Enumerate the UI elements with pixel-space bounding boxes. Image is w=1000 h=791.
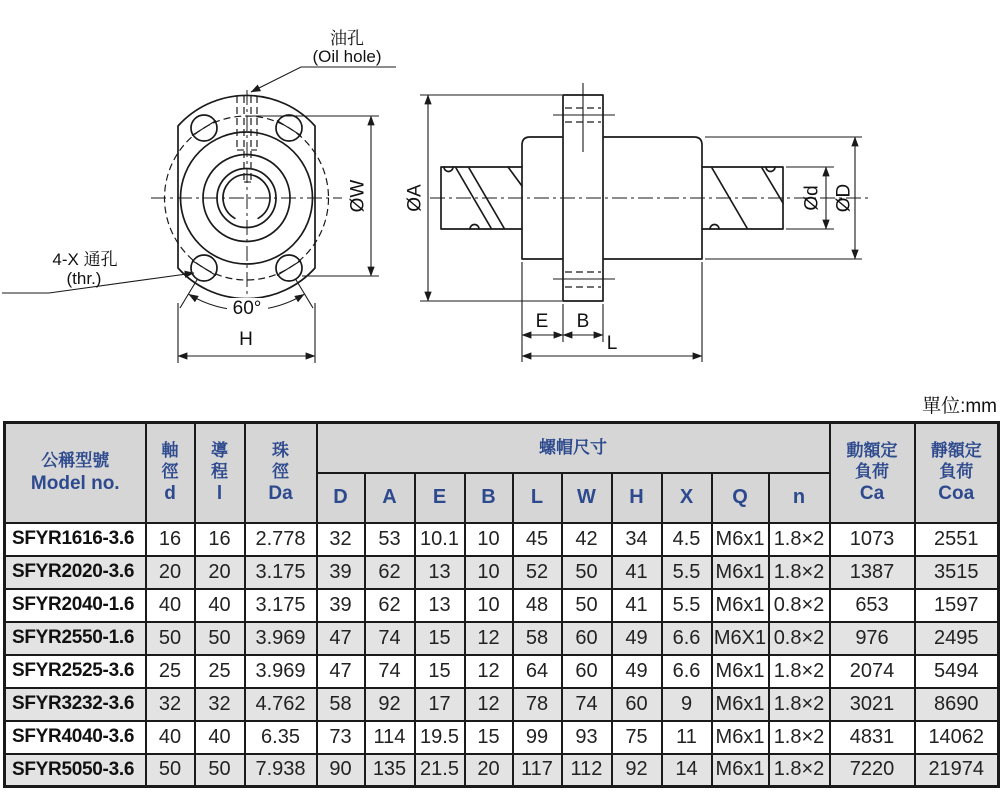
- dim-label-a: ØA: [404, 184, 426, 212]
- value-cell: 10: [465, 556, 513, 589]
- value-cell: 1.8×2: [769, 655, 830, 688]
- value-cell: 976: [830, 622, 915, 655]
- value-cell: 2495: [915, 622, 999, 655]
- value-cell: 50: [195, 754, 245, 787]
- value-cell: 1387: [830, 556, 915, 589]
- value-cell: 3.175: [245, 556, 317, 589]
- angle-label: 60°: [232, 298, 262, 319]
- model-cell: SFYR5050-3.6: [5, 754, 146, 787]
- value-cell: 49: [612, 622, 662, 655]
- value-cell: 73: [317, 721, 365, 754]
- side-view: [405, 83, 868, 362]
- value-cell: 1073: [830, 523, 915, 556]
- value-cell: M6x1: [712, 688, 769, 721]
- value-cell: 74: [365, 622, 415, 655]
- value-cell: M6x1: [712, 721, 769, 754]
- value-cell: 8690: [915, 688, 999, 721]
- value-cell: M6x1: [712, 556, 769, 589]
- value-cell: 653: [830, 589, 915, 622]
- value-cell: 62: [365, 556, 415, 589]
- value-cell: 2.778: [245, 523, 317, 556]
- table-row: [5, 688, 999, 721]
- col-header-E: E: [415, 473, 465, 523]
- value-cell: 10: [465, 523, 513, 556]
- value-cell: 90: [317, 754, 365, 787]
- value-cell: 92: [612, 754, 662, 787]
- value-cell: 5494: [915, 655, 999, 688]
- col-header-D: D: [317, 473, 365, 523]
- value-cell: 78: [513, 688, 562, 721]
- col-header-shaft-dia: 軸 徑 d: [146, 423, 195, 523]
- value-cell: 4.762: [245, 688, 317, 721]
- value-cell: 93: [562, 721, 612, 754]
- col-header-n: n: [769, 473, 830, 523]
- value-cell: 0.8×2: [769, 589, 830, 622]
- col-header-A: A: [365, 473, 415, 523]
- value-cell: 13: [415, 556, 465, 589]
- value-cell: 75: [612, 721, 662, 754]
- value-cell: 64: [513, 655, 562, 688]
- col-header-model: 公稱型號 Model no.: [5, 423, 146, 523]
- value-cell: 52: [513, 556, 562, 589]
- value-cell: 5.5: [662, 556, 712, 589]
- value-cell: 13: [415, 589, 465, 622]
- value-cell: 32: [146, 688, 195, 721]
- value-cell: 4.5: [662, 523, 712, 556]
- dim-label-d-small: Ød: [801, 185, 823, 211]
- col-header-nut-dimensions: 螺帽尺寸: [317, 423, 830, 473]
- value-cell: 42: [562, 523, 612, 556]
- value-cell: 48: [513, 589, 562, 622]
- value-cell: 11: [662, 721, 712, 754]
- value-cell: 49: [612, 655, 662, 688]
- oil-hole-label-zh: 油孔: [330, 29, 364, 48]
- table-row: [5, 721, 999, 754]
- value-cell: 4831: [830, 721, 915, 754]
- value-cell: M6x1: [712, 523, 769, 556]
- front-view: [2, 29, 396, 363]
- value-cell: 3.969: [245, 622, 317, 655]
- value-cell: 9: [662, 688, 712, 721]
- dim-label-d-big: ØD: [833, 183, 855, 213]
- value-cell: 1597: [915, 589, 999, 622]
- value-cell: 7220: [830, 754, 915, 787]
- dim-label-l: L: [606, 333, 618, 354]
- value-cell: 17: [415, 688, 465, 721]
- value-cell: 2074: [830, 655, 915, 688]
- value-cell: 40: [146, 721, 195, 754]
- value-cell: 0.8×2: [769, 622, 830, 655]
- value-cell: 16: [146, 523, 195, 556]
- value-cell: 1.8×2: [769, 721, 830, 754]
- value-cell: 2551: [915, 523, 999, 556]
- value-cell: 40: [195, 589, 245, 622]
- value-cell: 25: [195, 655, 245, 688]
- oil-hole-label-en: (Oil hole): [312, 47, 382, 66]
- value-cell: 3.175: [245, 589, 317, 622]
- dim-label-e: E: [535, 311, 549, 332]
- table-row: [5, 754, 999, 787]
- value-cell: M6x1: [712, 655, 769, 688]
- model-cell: SFYR2550-1.6: [5, 622, 146, 655]
- value-cell: 12: [465, 655, 513, 688]
- value-cell: M6x1: [712, 754, 769, 787]
- value-cell: 1.8×2: [769, 523, 830, 556]
- col-header-dynamic-load: 動額定 負荷 Ca: [830, 423, 915, 523]
- oil-hole-callout: [251, 29, 396, 92]
- value-cell: 1.8×2: [769, 556, 830, 589]
- value-cell: 1.8×2: [769, 688, 830, 721]
- value-cell: 74: [365, 655, 415, 688]
- table-row: [5, 622, 999, 655]
- value-cell: 112: [562, 754, 612, 787]
- value-cell: 47: [317, 655, 365, 688]
- value-cell: 50: [195, 622, 245, 655]
- value-cell: 135: [365, 754, 415, 787]
- value-cell: 47: [317, 622, 365, 655]
- value-cell: 41: [612, 589, 662, 622]
- value-cell: 19.5: [415, 721, 465, 754]
- dim-label-h: H: [239, 329, 253, 350]
- value-cell: 99: [513, 721, 562, 754]
- through-hole-callout: [2, 250, 194, 293]
- value-cell: 58: [513, 622, 562, 655]
- value-cell: 39: [317, 589, 365, 622]
- col-header-W: W: [562, 473, 612, 523]
- through-hole-label-zh: 4-X 通孔: [52, 250, 118, 269]
- value-cell: 92: [365, 688, 415, 721]
- value-cell: 50: [562, 556, 612, 589]
- model-cell: SFYR1616-3.6: [5, 523, 146, 556]
- value-cell: 60: [562, 622, 612, 655]
- value-cell: 20: [195, 556, 245, 589]
- value-cell: 39: [317, 556, 365, 589]
- value-cell: 60: [612, 688, 662, 721]
- value-cell: 3.969: [245, 655, 317, 688]
- model-cell: SFYR4040-3.6: [5, 721, 146, 754]
- value-cell: 16: [195, 523, 245, 556]
- value-cell: 20: [146, 556, 195, 589]
- value-cell: M6X1: [712, 622, 769, 655]
- col-header-ball-dia: 珠 徑 Da: [245, 423, 317, 523]
- col-header-B: B: [465, 473, 513, 523]
- value-cell: 45: [513, 523, 562, 556]
- value-cell: 41: [612, 556, 662, 589]
- value-cell: 32: [317, 523, 365, 556]
- value-cell: 62: [365, 589, 415, 622]
- value-cell: 6.6: [662, 622, 712, 655]
- table-row: [5, 655, 999, 688]
- value-cell: 21974: [915, 754, 999, 787]
- value-cell: M6x1: [712, 589, 769, 622]
- value-cell: 15: [415, 622, 465, 655]
- value-cell: 14: [662, 754, 712, 787]
- table-row: [5, 556, 999, 589]
- value-cell: 5.5: [662, 589, 712, 622]
- dim-label-b: B: [576, 311, 590, 332]
- col-header-X: X: [662, 473, 712, 523]
- value-cell: 12: [465, 688, 513, 721]
- unit-label: 單位:mm: [922, 396, 997, 417]
- value-cell: 14062: [915, 721, 999, 754]
- value-cell: 32: [195, 688, 245, 721]
- value-cell: 6.35: [245, 721, 317, 754]
- through-hole-label-en: (thr.): [66, 269, 102, 288]
- value-cell: 50: [146, 622, 195, 655]
- model-cell: SFYR3232-3.6: [5, 688, 146, 721]
- value-cell: 74: [562, 688, 612, 721]
- value-cell: 114: [365, 721, 415, 754]
- value-cell: 40: [195, 721, 245, 754]
- value-cell: 6.6: [662, 655, 712, 688]
- value-cell: 25: [146, 655, 195, 688]
- dim-label-w: ØW: [347, 179, 369, 213]
- value-cell: 50: [146, 754, 195, 787]
- value-cell: 117: [513, 754, 562, 787]
- model-cell: SFYR2040-1.6: [5, 589, 146, 622]
- spec-table: [3, 421, 1000, 788]
- value-cell: 40: [146, 589, 195, 622]
- value-cell: 3021: [830, 688, 915, 721]
- value-cell: 1.8×2: [769, 754, 830, 787]
- value-cell: 15: [465, 721, 513, 754]
- value-cell: 21.5: [415, 754, 465, 787]
- col-header-H: H: [612, 473, 662, 523]
- value-cell: 20: [465, 754, 513, 787]
- value-cell: 7.938: [245, 754, 317, 787]
- col-header-lead: 導 程 l: [195, 423, 245, 523]
- value-cell: 53: [365, 523, 415, 556]
- col-header-L: L: [513, 473, 562, 523]
- table-row: [5, 523, 999, 556]
- value-cell: 60: [562, 655, 612, 688]
- model-cell: SFYR2020-3.6: [5, 556, 146, 589]
- value-cell: 50: [562, 589, 612, 622]
- table-row: [5, 589, 999, 622]
- value-cell: 15: [415, 655, 465, 688]
- value-cell: 10.1: [415, 523, 465, 556]
- value-cell: 58: [317, 688, 365, 721]
- model-cell: SFYR2525-3.6: [5, 655, 146, 688]
- dimension-ebl: [522, 262, 702, 362]
- value-cell: 12: [465, 622, 513, 655]
- value-cell: 34: [612, 523, 662, 556]
- value-cell: 3515: [915, 556, 999, 589]
- col-header-Q: Q: [712, 473, 769, 523]
- value-cell: 10: [465, 589, 513, 622]
- col-header-static-load: 靜額定 負荷 Coa: [915, 423, 999, 523]
